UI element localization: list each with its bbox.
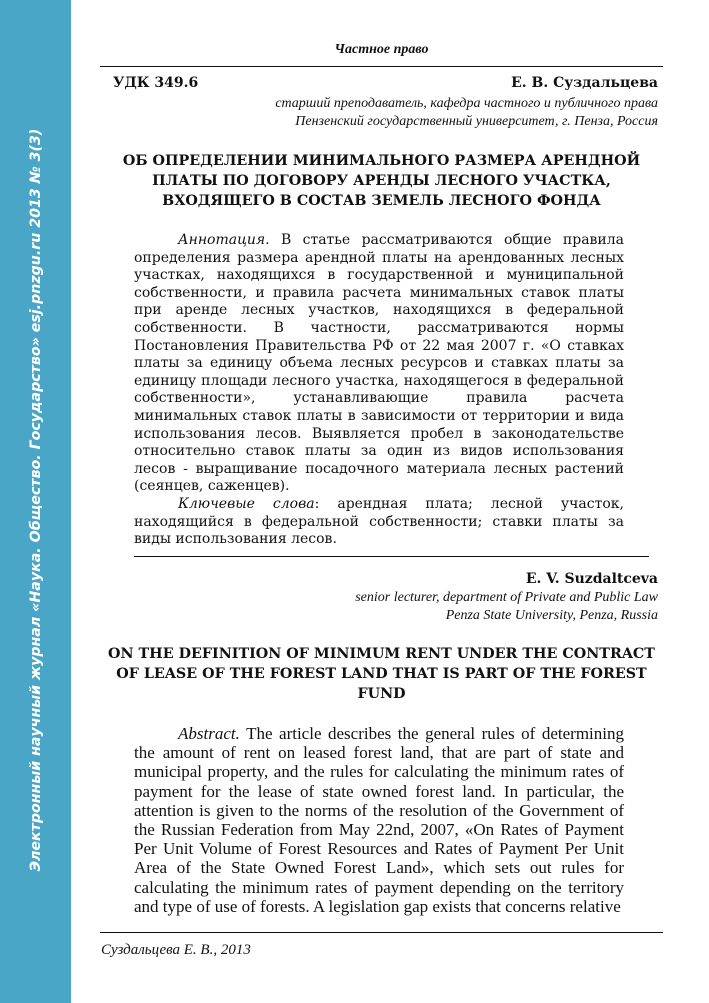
header-rule [100,66,663,67]
author-affiliation-en [355,589,658,625]
journal-sidebar [0,0,71,1003]
keywords-label-ru: Ключевые слова [178,495,315,512]
affiliation-university-ru: Пензенский государственный университет, г. Пенза, Россия [295,114,658,129]
journal-sidebar-text: Электронный научный журнал «Наука. Общество. Государство» esj.pnzgu.ru 2013 № 3(3) [28,128,44,872]
abstract-divider [134,556,649,557]
abstract-ru [134,232,624,549]
keywords-text-ru: : арендная плата; лесной участок, находящийся в федеральной собственности; ставки платы за виды использования лесов. [134,495,624,548]
abstract-paragraph-ru [134,232,624,496]
abstract-en [134,724,624,916]
abstract-label-ru: Аннотация. [178,232,270,248]
article-title-en: ON THE DEFINITION OF MINIMUM RENT UNDER THE CONTRACT OF LEASE OF THE FOREST LAND THAT IS PART OF THE FOREST FUND [108,646,655,702]
abstract-paragraph-en [134,724,624,916]
keywords-paragraph-ru [134,496,624,549]
affiliation-position-en: senior lecturer, department of Private and Public Law [355,590,658,605]
abstract-text-en: The article describes the general rules of determining the amount of rent on leased forest land, that are part of state and municipal property, and the rules for calculating the minimum rates of payment for the lease of state owned forest land. In particular, the attention is given to the norms of the resolution of the Government of the Russian Federation from May 22nd, 2007, «On Rates of Payment Per Unit Volume of Forest Resources and Rates of Payment Per Unit Area of the State Owned Forest Land», which sets out rules for calculating the minimum rates of payment depending on the territory and type of use of forests. A legislation gap exists that concerns relative [134,724,624,916]
abstract-label-en: Abstract. [178,724,240,743]
author-affiliation-ru [275,95,658,131]
author-name-en: E. V. Suzdaltceva [525,571,658,587]
section-title: Частное право [334,42,429,57]
article-title-ru: ОБ ОПРЕДЕЛЕНИИ МИНИМАЛЬНОГО РАЗМЕРА АРЕНДНОЙ ПЛАТЫ ПО ДОГОВОРУ АРЕНДЫ ЛЕСНОГО УЧАСТКА, ВХОДЯЩЕГО В СОСТАВ ЗЕМЕЛЬ ЛЕСНОГО ФОНДА [122,153,641,209]
author-name-ru: Е. В. Суздальцева [511,75,658,91]
udc-code: УДК 349.6 [113,75,199,91]
copyright-footer: Суздальцева Е. В., 2013 [101,942,251,958]
abstract-text-ru: В статье рассматриваются общие правила определения размера арендной платы на арендованных лесных участках, находящихся в государственной и муниципальной собственности, и правила расчета минимальных ставок платы при аренде лесных участков, находящихся в федеральной собственности. В частности, рассматриваются нормы Постановления Правительства РФ от 22 мая 2007 г. «О ставках платы за единицу объема лесных ресурсов и ставках платы за единицу площади лесного участка, находящегося в федеральной собственности», устанавливающие правила расчета минимальных ставок платы в зависимости от территории и вида использования лесов. Выявляется пробел в законодательстве относительно ставок платы за один из видов использования лесов - выращивание посадочного материала лесных растений (сеянцев, саженцев). [134,232,624,495]
affiliation-university-en: Penza State University, Penza, Russia [445,608,658,623]
footer-rule [100,932,663,933]
affiliation-position-ru: старший преподаватель, кафедра частного и публичного права [275,96,658,111]
